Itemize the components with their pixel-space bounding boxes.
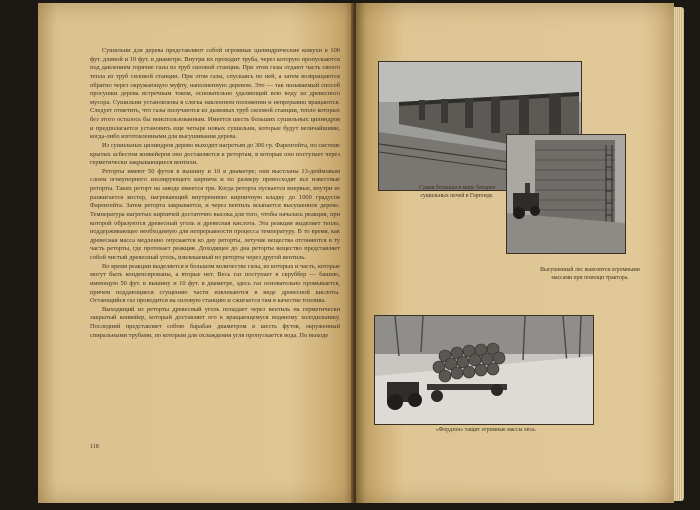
paragraph-2: Из сушильных цилиндров дерево выходит нагретым до 300 гр. Фаренгейта, по системе крытых асбестом конвейеров оно доставляется к ретортам, в которые оно поступает через герметически закрывающиеся вентили.	[90, 141, 340, 167]
left-page	[38, 3, 354, 503]
photo-tractor-lumber	[506, 134, 626, 254]
page-number: 118	[90, 444, 99, 450]
right-page	[356, 3, 674, 503]
page-edges	[674, 7, 684, 501]
paragraph-1: Сушильни для дерева представляют собой огромные цилиндрические кожухи в 100 фут. длиной и 10 фут. в диаметре. Внутри их проходит труба, через которую пропускаются под давлением горячие газы из труб силовой станции. При этом газы отдают часть своего тепла из труб силовой станции. При этом газы, спускаясь по ней, а затем возвращаются обратно через окружающую муфту, наполненную деревом. Это — так называемый способ просушки дерева встречным током, основательно удаляющий всю воду из древесного мусора. Сушильни установлены в слегка наклонном положении и непрерывно вращаются. Следует отметить, что газы получаются из дымовых труб силовой станции, тепло которых без этого осталось бы неиспользованным. Имеется шесть больших сушильных цилиндров и предполагается установить еще четыре новых сушильни, которые будут величайшими, когда-либо изготовленными для высушивания дерева.	[90, 47, 340, 141]
paragraph-5: Выходящий из реторты древесный уголь попадает через вентиль на герметически закрытый конвейер, который доставляет его к вращающемуся водяному холодильнику. Последний представляет собою барабан диаметром в шесть футов, окруженный спиральными трубами, по которым для охлаждения угля пропускается вода. По выходе	[90, 305, 340, 339]
left-page-text	[90, 47, 340, 495]
paragraph-3: Реторты имеют 50 футов в вышину и 10 в диаметре; они выстланы 13-дюймовым слоем огнеупорного изолирующего кирпича и по размеру превосходят все известные реторты. Таких реторт на заводе имеется три. Когда реторта пускается впервые, внутри ее разжигается костер, нагревающий внутреннюю кирпичную кладку до 1000 градусов Фаренгейта. Затем реторта закрывается, и через вентиль всыпается высушенное дерево. Температура нагретых кирпичей достаточно высока для того, чтобы началась реакция, при которой образуются древесный уголь и древесная кислота. Эта реакция выделяет тепло, поддерживающее необходимую для непрерывности процесса температуру. В то время, как древесная масса медленно опускается ко дну реторты, летучие вещества отгоняются в ту часть реторты, где протекает реакция. Доходящее до дна реторты вещество представляет собой чистый древесный уголь, извлекаемый из реторты через другой вентиль.	[90, 167, 340, 261]
caption-fordson-logs: «Фордзон» тащит огромные массы леса.	[435, 427, 537, 433]
caption-drying-kilns: Самая большая в мире батарея сушильных печей в Гортенде.	[419, 185, 495, 199]
open-book	[38, 3, 684, 503]
paragraph-4: Во время реакции выделяется в большом количестве газы, из которых и часть, которые могут быть конденсированы, а вторые нет. Весь газ поступает в скруббер — башню, имеющую 50 фут. в вышину и 10 фут. в диаметре, здесь газ основательно промывается, причем поддающиеся сгущению части извлекаются в виде древесной кислоты. Остающийся газ проводится на силовую станцию и сжигается там в качестве топлива.	[90, 262, 340, 305]
photo-fordson-logs	[374, 315, 594, 425]
caption-tractor-lumber: Высушенный лес вывозится огромными массами при помощи трактора.	[540, 267, 640, 281]
